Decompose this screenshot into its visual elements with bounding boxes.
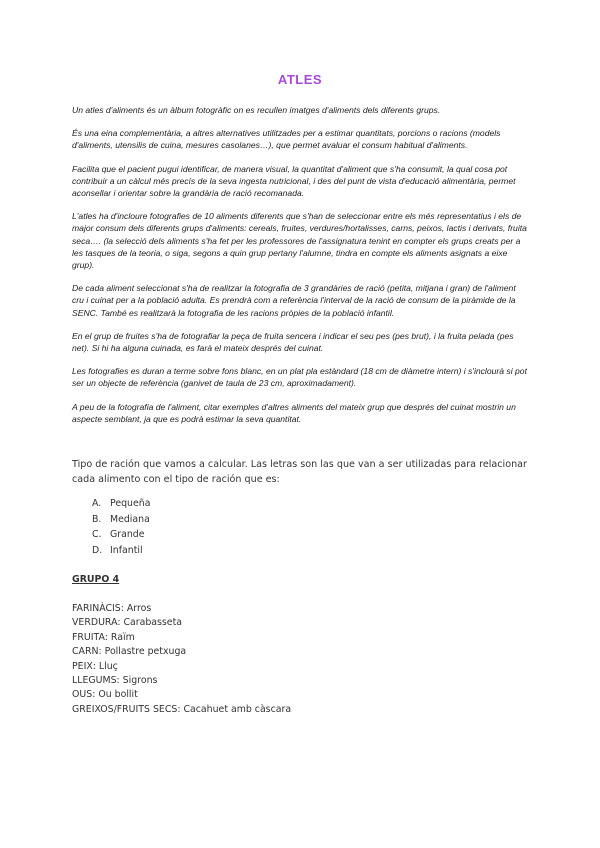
list-item xyxy=(92,512,150,528)
paragraphs xyxy=(72,104,530,436)
food-item: VERDURA: Carabasseta xyxy=(72,617,182,629)
list-item xyxy=(92,496,150,512)
food-item: LLEGUMS: Sigrons xyxy=(72,675,158,687)
food-item: CARN: Pollastre petxuga xyxy=(72,646,187,658)
paragraph: A peu de la fotografia de l'aliment, citar exemples d'altres aliments del mateix grup que després del cuinat mostrin un aspecte semblant, ja que es podrà estimar la seva quantitat. xyxy=(72,401,516,424)
list-marker: A. xyxy=(92,498,102,509)
paragraph: En el grup de fruites s'ha de fotografiar la peça de fruita sencera i indicar el seu pes (pes brut), i la fruita pelada (pes net). Si hi ha alguna cuinada, es farà el mateix després del cuinat. xyxy=(72,330,514,354)
food-items-list xyxy=(72,602,291,717)
option-label: Infantil xyxy=(110,544,143,556)
option-label: Pequeña xyxy=(110,498,151,509)
food-item: FRUITA: Raïm xyxy=(72,631,135,643)
paragraph: Facilita que el pacient pugui identificar, de manera visual, la quantitat d'aliment que s'ha consumit, la qual cosa pot contribuir a un càlcul més precís de la seva ingesta nutricional, i des del punt de vista d'educació alimentària, permet aconsellar i orientar sobre la grandària de ració recomanada. xyxy=(72,163,516,199)
list-marker: C. xyxy=(92,529,102,540)
food-item: GREIXOS/FRUITS SECS: Cacahuet amb càscara xyxy=(72,703,292,715)
ration-options-list xyxy=(92,496,150,558)
option-label: Grande xyxy=(110,529,145,540)
paragraph: És una eina complementària, a altres alternatives utilitzades per a estimar quantitats, porcions o racions (models d'aliments, utensilis de cuina, mesures casolanes…), que permet avaluar el consum habitual d'aliments. xyxy=(72,128,501,151)
list-item xyxy=(92,527,150,543)
page-title: ATLES xyxy=(277,72,323,87)
list-marker: D. xyxy=(92,544,103,556)
list-marker: B. xyxy=(92,513,102,525)
paragraph: L'atles ha d'incloure fotografies de 10 aliments diferents que s'han de seleccionar entre els més representatius i els de major consum dels diferents grups d'aliments: cereals, fruites, verdures/hortalisses, carns, peixos, lactis i derivats, fruita seca…. (la selecció dels aliments s'ha fet per les professores de l'assignatura tenint en compter els grups creats per a les tasques de la teoria, o siga, segons a quin grup pertany l'alumne, tindra en compte els aliments asignats a eixe grup). xyxy=(72,211,527,271)
paragraph: Les fotografies es duran a terme sobre fons blanc, en un plat pla estàndard (18 cm de diàmetre intern) i s'inclourà si pot ser un objecte de referència (ganivet de taula de 23 cm, aproximadament). xyxy=(72,366,527,389)
paragraph: De cada aliment seleccionat s'ha de realitzar la fotografia de 3 grandàries de ració (petita, mitjana i gran) de l'aliment cru i cuinat per a la població adulta. Es prendrà com a referència l'interval de la ració de consum de la piràmide de la SENC. També es realitzarà la fotografia de les racions pròpies de la població infantil. xyxy=(72,283,516,318)
paragraph: Un atles d'aliments és un àlbum fotogràfic on es recullen imatges d'aliments dels diferents grups. xyxy=(72,105,441,115)
intro-text: Tipo de ración que vamos a calcular. Las letras son las que van a ser utilizadas para relacionar cada alimento con el tipo de ración que es: xyxy=(72,459,527,485)
group-heading: GRUPO 4 xyxy=(72,574,120,585)
food-item: PEIX: Lluç xyxy=(72,660,118,672)
option-label: Mediana xyxy=(110,513,150,525)
list-item xyxy=(92,543,150,559)
food-item: FARINÀCIS: Arros xyxy=(72,603,152,614)
food-item: OUS: Ou bollit xyxy=(72,689,138,701)
